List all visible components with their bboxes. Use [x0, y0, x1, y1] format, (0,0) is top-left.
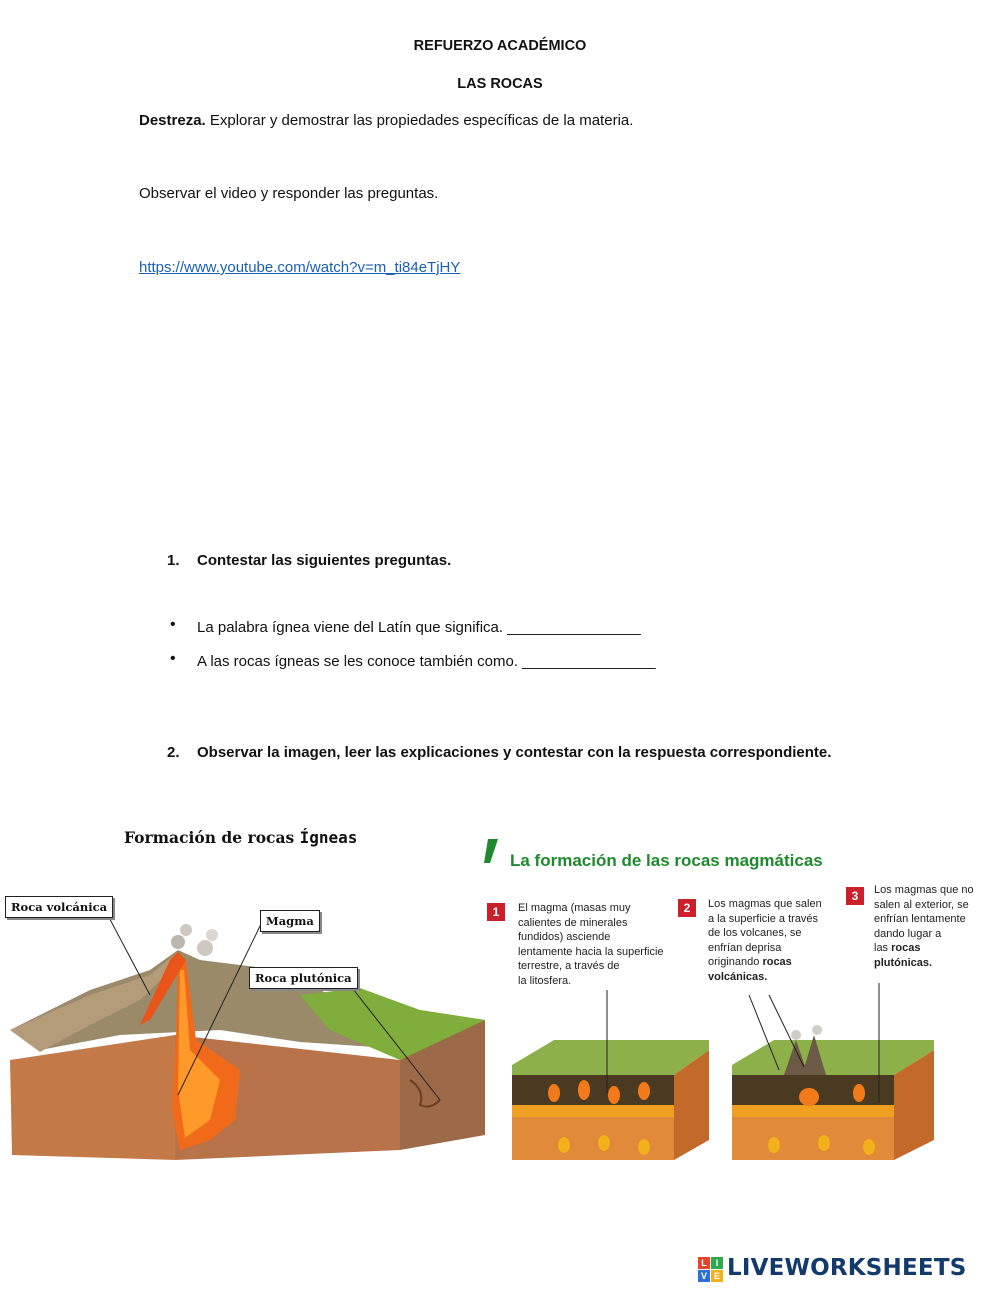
section1-title: Contestar las siguientes preguntas. — [197, 552, 452, 569]
video-link[interactable]: https://www.youtube.com/watch?v=m_ti84eTjHY — [139, 259, 461, 276]
bullet-dot: • — [170, 616, 176, 633]
step-2-text: Los magmas que salen a la superficie a través de los volcanes, se enfrían deprisa originando rocas volcánicas. — [708, 898, 822, 983]
section2-number: 2. — [167, 744, 180, 761]
instruction-text: Observar el video y responder las preguntas. — [139, 185, 439, 202]
bullet-dot: • — [170, 650, 176, 667]
label-magma: Magma — [260, 910, 320, 932]
label-volcanic-rock: Roca volcánica — [5, 896, 113, 918]
step-3-badge: 3 — [846, 887, 864, 905]
step-1-text: El magma (masas muy calientes de minerales fundidos) asciende lentamente hacia la superficie terrestre, a través de la litosfera. — [518, 902, 664, 987]
liveworksheets-brand: LIVEWORKSHEETS — [727, 1255, 967, 1281]
igneous-rock-figure — [0, 820, 490, 1170]
igneous-figure-title: Formación de rocas Ígneas — [124, 828, 358, 847]
document-subtitle: LAS ROCAS — [457, 76, 543, 92]
volcano-cross-section-illustration — [0, 820, 490, 1170]
skill-label: Destreza. — [139, 112, 206, 129]
step-1-badge: 1 — [487, 903, 505, 921]
skill-line — [139, 112, 633, 129]
logo-tile-e: E — [711, 1270, 723, 1282]
logo-tile-i: I — [711, 1257, 723, 1269]
skill-text: Explorar y demostrar las propiedades específicas de la materia. — [205, 112, 634, 129]
magma-block-diagrams — [484, 835, 994, 1165]
logo-tile-v: V — [698, 1270, 710, 1282]
section1-number: 1. — [167, 552, 180, 569]
question-1: La palabra ígnea viene del Latín que significa. ________________ — [197, 619, 641, 636]
step-3-text: Los magmas que no salen al exterior, se enfrían lentamente dando lugar a las rocas plutónicas. — [874, 884, 974, 969]
step-2-badge: 2 — [678, 899, 696, 917]
question-2: A las rocas ígneas se les conoce también como. ________________ — [197, 653, 656, 670]
magmatic-figure-title: La formación de las rocas magmáticas — [510, 851, 823, 870]
logo-tile-l: L — [698, 1257, 710, 1269]
label-plutonic-rock: Roca plutónica — [249, 967, 358, 989]
document-title: REFUERZO ACADÉMICO — [413, 38, 587, 54]
magmatic-rock-figure — [484, 835, 994, 1165]
liveworksheets-logo — [698, 1257, 724, 1283]
section2-title: Observar la imagen, leer las explicaciones y contestar con la respuesta correspondiente. — [197, 744, 832, 761]
